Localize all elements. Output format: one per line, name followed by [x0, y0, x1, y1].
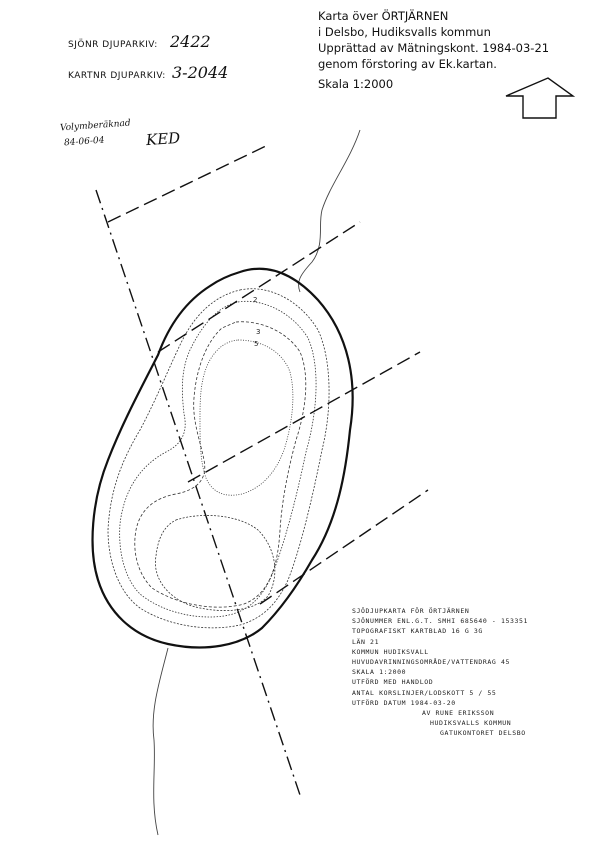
survey-line-3	[188, 352, 420, 482]
stamp-volume-text: Volymberäknad	[59, 118, 131, 134]
contour-label-3: 3	[256, 328, 261, 336]
contour-label-2: 2	[253, 296, 258, 304]
survey-info-row: SKALA 1:2000	[352, 668, 407, 677]
stamp-date: 84-06-04	[63, 135, 105, 149]
survey-info-row: ANTAL KORSLINJER/LODSKOTT 5 / 55	[352, 688, 497, 697]
survey-info-row: LÄN 21	[352, 637, 380, 646]
lake-shoreline	[93, 269, 353, 648]
survey-info-row: GATUKONTORET DELSBO	[440, 729, 526, 738]
stream-north	[299, 130, 361, 292]
contour-label-5: 5	[254, 340, 259, 348]
depth-contour-deep-north	[200, 340, 293, 495]
survey-info-row: HUVUDAVRINNINGSOMRÅDE/VATTENDRAG 45	[352, 658, 510, 667]
stamp-initials: KED	[145, 128, 181, 150]
depth-contour-3	[135, 322, 306, 607]
sjonr-label: SJÖNR DJUPARKIV:	[68, 40, 158, 50]
map-title: Karta över ÖRTJÄRNEN	[318, 9, 449, 23]
survey-line-4	[260, 490, 428, 604]
sjonr-value: 2422	[170, 32, 211, 51]
kartnr-label: KARTNR DJUPARKIV:	[68, 71, 166, 81]
map-scale: Skala 1:2000	[318, 77, 394, 91]
survey-info-row: AV RUNE ERIKSSON	[422, 709, 495, 718]
survey-info-row: UTFÖRD DATUM 1984-03-20	[352, 698, 456, 707]
survey-line-1	[108, 145, 268, 222]
north-arrow-icon	[506, 78, 573, 118]
survey-info-block	[352, 606, 592, 739]
survey-info-row: TOPOGRAFISKT KARTBLAD 16 G 3G	[352, 627, 483, 636]
depth-contour-1	[108, 289, 329, 628]
stream-south	[153, 648, 168, 835]
map-method: genom förstoring av Ek.kartan.	[318, 57, 497, 71]
survey-info-row: SJÖDJUPKARTA FÖR ÖRTJÄRNEN	[352, 607, 470, 615]
map-created-by: Upprättad av Mätningskont. 1984-03-21	[318, 41, 550, 55]
survey-info-row: UTFÖRD MED HANDLOD	[352, 678, 434, 687]
survey-info-row: SJÖNUMMER ENL.G.T. SMHI 685640 - 153351	[352, 617, 529, 626]
survey-info-row: HUDIKSVALLS KOMMUN	[430, 719, 512, 728]
survey-info-row: KOMMUN HUDIKSVALL	[352, 647, 429, 656]
kartnr-value: 3-2044	[172, 63, 229, 82]
map-location: i Delsbo, Hudiksvalls kommun	[318, 25, 491, 39]
